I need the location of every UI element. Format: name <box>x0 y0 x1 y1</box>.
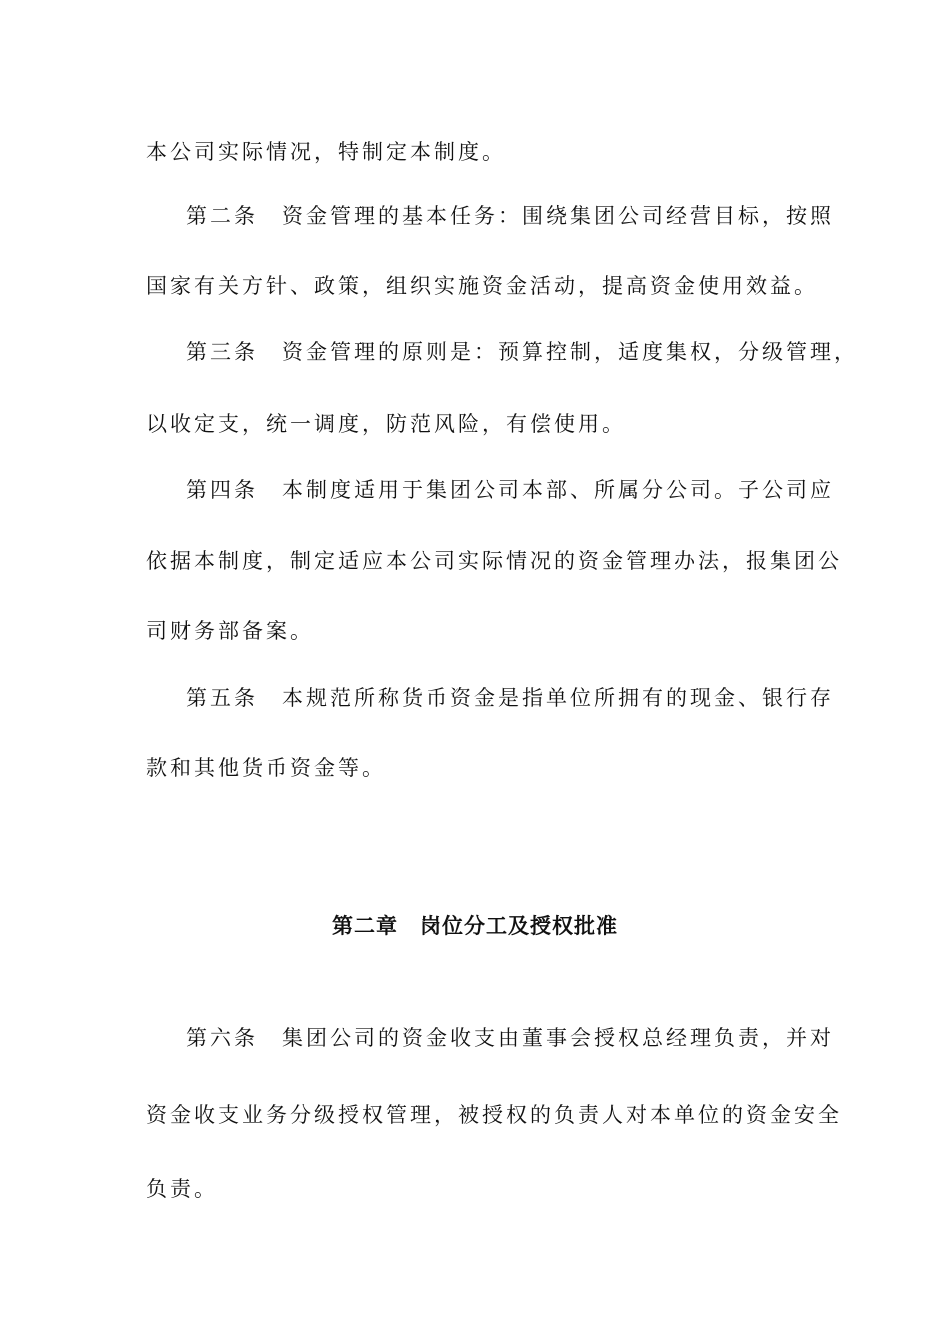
article-5-line-1: 第五条 本规范所称货币资金是指单位所拥有的现金、银行存 <box>186 686 834 710</box>
article-5-line-2: 款和其他货币资金等。 <box>146 756 386 780</box>
article-4-line-2: 依据本制度，制定适应本公司实际情况的资金管理办法，报集团公 <box>146 549 842 573</box>
article-3-line-2: 以收定支，统一调度，防范风险，有偿使用。 <box>146 412 626 436</box>
article-3-line-1: 第三条 资金管理的原则是：预算控制，适度集权，分级管理， <box>186 340 858 364</box>
article-6-line-3: 负责。 <box>146 1177 218 1201</box>
paragraph-line: 本公司实际情况，特制定本制度。 <box>146 140 506 164</box>
article-4-line-1: 第四条 本制度适用于集团公司本部、所属分公司。子公司应 <box>186 478 834 502</box>
article-2-line-1: 第二条 资金管理的基本任务：围绕集团公司经营目标，按照 <box>186 204 834 228</box>
article-4-line-3: 司财务部备案。 <box>146 619 314 643</box>
chapter-heading: 第二章 岗位分工及授权批准 <box>332 914 618 938</box>
article-6-line-1: 第六条 集团公司的资金收支由董事会授权总经理负责，并对 <box>186 1026 834 1050</box>
article-6-line-2: 资金收支业务分级授权管理，被授权的负责人对本单位的资金安全 <box>146 1103 842 1127</box>
article-2-line-2: 国家有关方针、政策，组织实施资金活动，提高资金使用效益。 <box>146 274 818 298</box>
